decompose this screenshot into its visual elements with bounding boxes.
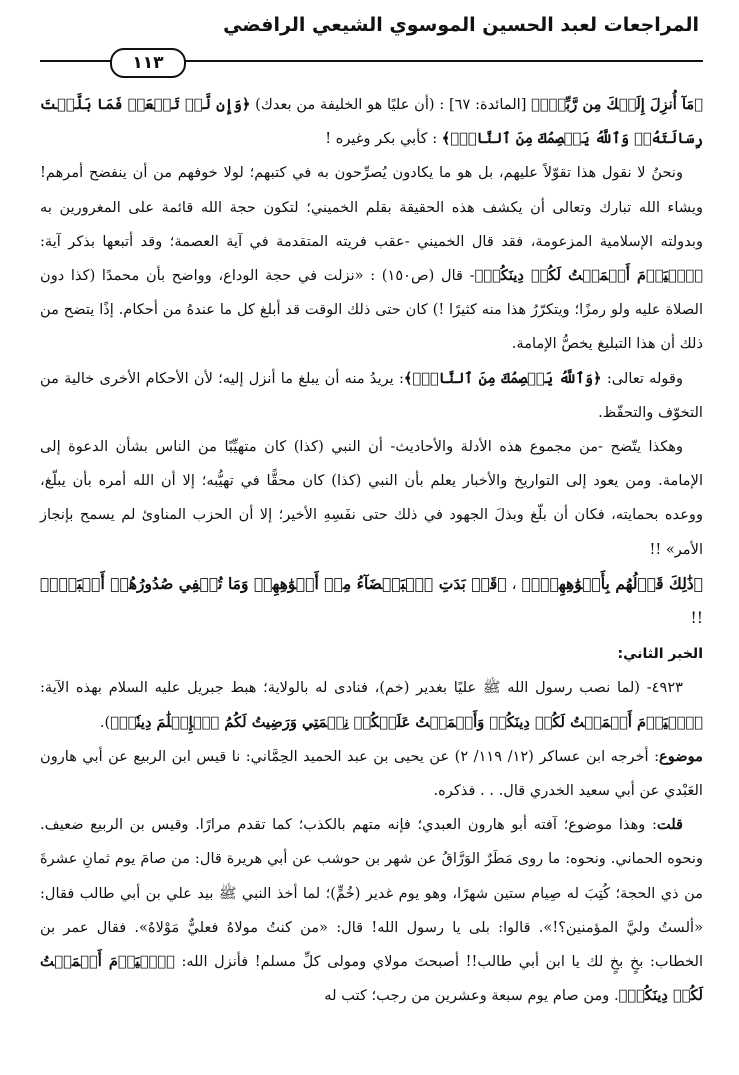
page-header [40, 8, 703, 73]
quran-verse: ﴿ذَٰلِكَ قَوۡلُهُم بِأَفۡوَٰهِهِمۡۖ﴾ [521, 573, 703, 593]
text: : يريدُ منه أن يبلغ ما أنزل إليه؛ لأن الأحكام الأخرى خالية من التخوّف والتحفّظ. [40, 369, 703, 421]
paragraph-4: وهكذا يتّضح -من مجموع هذه الأدلة والأحاديث- أن النبي (كذا) كان متهيِّبًا من الناس بشأن الدعوة إلى الإمامة. ومن يعود إلى التواريخ والأخبار يعلم بأن النبي (كذا) كان محقًّا في تهيُّبه؛ إلا أن الله أمره بأن يبلّغ، ووعده بحمايته، فكان أن بلّغ وبذلَ الجهود في ذلك حتى نفَسِهِ الأخير؛ إلا أن الحزب المناوئ لم يسمح بإنجاز الأمر» !! [40, 438, 703, 558]
text: ونحنُ لا نقول هذا تقوّلاً عليهم، بل هو ما يكادون يُصرِّحون به في كتبهم؛ لولا خوفهم من أن ينفضح أمرهم! ويشاء الله تبارك وتعالى أن يكشف هذه الحقيقة بقلم الخميني؛ لتكون حجة الله قائمة على المغرورين به وبدولته الإسلامية المزعومة، فقد قال الخميني -عقب فريته المتقدمة في آية العصمة؛ وقد أتبعها بذكر آية: [40, 164, 703, 250]
text: . ومن صام يوم سبعة وعشرين من رجب؛ كتب له [324, 987, 619, 1005]
quran-verse: ﴿وَٱللَّهُ يَعۡصِمُكَ مِنَ ٱلنَّاسِۗ﴾ [403, 369, 602, 387]
text: [المائدة: ٦٧] : (أن عليًا هو الخليفة من بعدك) [250, 96, 532, 113]
text: ). [99, 713, 111, 731]
quran-verse: ﴿ٱلۡيَوۡمَ أَكۡمَلۡتُ لَكُمۡ دِينَكُمۡ﴾ [40, 953, 703, 1005]
commentary-label: قلت [656, 816, 683, 834]
quran-verse: ﴿ٱلۡيَوۡمَ أَكۡمَلۡتُ لَكُمۡ دِينَكُمۡ وَأَتۡمَمۡتُ عَلَيۡكُمۡ نِعۡمَتِي وَرَضِيتُ لَكُمُ ٱلۡإِسۡلَٰمَ دِينٗاۚ﴾ [110, 713, 703, 731]
text: !! [690, 609, 703, 628]
text: : أخرجه ابن عساكر (١٢/ ١١٩/ ٢) عن يحيى بن عبد الحميد الحِمَّاني: نا قيس ابن الربيع عن أبي هارون العَبْدي عن أبي سعيد الخدري قال. . . فذكره. [40, 747, 703, 800]
hadith-4923 [40, 671, 703, 739]
quran-verse: ﴿وَإِن لَّمۡ تَفۡعَلۡ فَمَا بَلَّغۡتَ رِسَالَتَهُۥۚ وَٱللَّهُ يَعۡصِمُكَ مِنَ ٱلنَّاسِۗ﴾ [40, 96, 703, 148]
text: وقوله تعالى: [601, 369, 683, 387]
commentary-paragraph [40, 808, 703, 1013]
text: : كأبي بكر وغيره ! [325, 130, 442, 148]
quran-verse: ﴿ٱلۡيَوۡمَ أَكۡمَلۡتُ لَكُمۡ دِينَكُمۡ﴾ [474, 267, 704, 285]
quran-verse: ﴿قَدۡ بَدَتِ ٱلۡبَغۡضَآءُ مِنۡ أَفۡوَٰهِهِمۡ وَمَا تُخۡفِي صُدُورُهُمۡ أَكۡبَرُۚ﴾ [40, 573, 507, 593]
paragraph-3 [40, 362, 703, 430]
paragraph-5 [40, 567, 703, 635]
paragraph-2 [40, 156, 703, 361]
text: ، [506, 574, 522, 593]
quran-verse: ﴿مَآ أُنزِلَ إِلَيۡكَ مِن رَّبِّكَۖ﴾ [531, 96, 703, 113]
section-heading: الخبر الثاني: [617, 646, 703, 663]
text: - قال (ص١٥٠) : «نزلت في حجة الوداع، وواضح بأن محمدًا (كذا دون الصلاة عليه ولو رمزًا؛ ويتكرّرُ هذا منه كثيرًا !) كان حتى ذلك الوقت قد أبلغ كل ما عندهُ من أحكام. إذًا يتضح من ذلك أن هذا التبليغ يخصُّ الإمامة. [40, 267, 703, 353]
verdict-label: موضوع [658, 747, 703, 765]
verdict-paragraph [40, 740, 703, 808]
text: ٤٩٢٣- (لما نصب رسول الله ﷺ عليًا بغدير (خم)، فنادى له بالولاية؛ هبط جبريل عليه السلام بهذه الآية: [40, 679, 683, 697]
page-number: ١١٣ [110, 48, 186, 78]
paragraph-1 [40, 88, 703, 156]
running-title: المراجعات لعبد الحسين الموسوي الشيعي الرافضي [223, 14, 699, 36]
page-content [40, 88, 703, 1013]
text: : وهذا موضوع؛ آفته أبو هارون العبدي؛ فإنه متهم بالكذب؛ كما تقدم مرارًا. وقيس بن الربيع ضعيف. ونحوه الحماني. ونحوه: ما روى مَطَرٌ الوَرَّاقُ عن شهر بن حوشب عن أبي هريرة قال: من صامَ يوم ثمانِ عشرةَ من ذي الحجة؛ كُتِبَ له صِيام ستين شهرًا، وهو يوم غدير (خُمٍّ)؛ لما أخذ النبي ﷺ بيد علي بن أبي طالب فقال: «ألستُ وليَّ المؤمنين؟!». قالوا: بلى يا رسول الله! قال: «من كنتُ مولاهُ فعليٌّ مَوْلاهُ». فقال عمر بن الخطاب: بخٍ بخٍ لك يا ابن أبي طالب!! أصبحتَ مولاي ومولى كلِّ مسلم! فأنزل الله: [40, 816, 703, 971]
